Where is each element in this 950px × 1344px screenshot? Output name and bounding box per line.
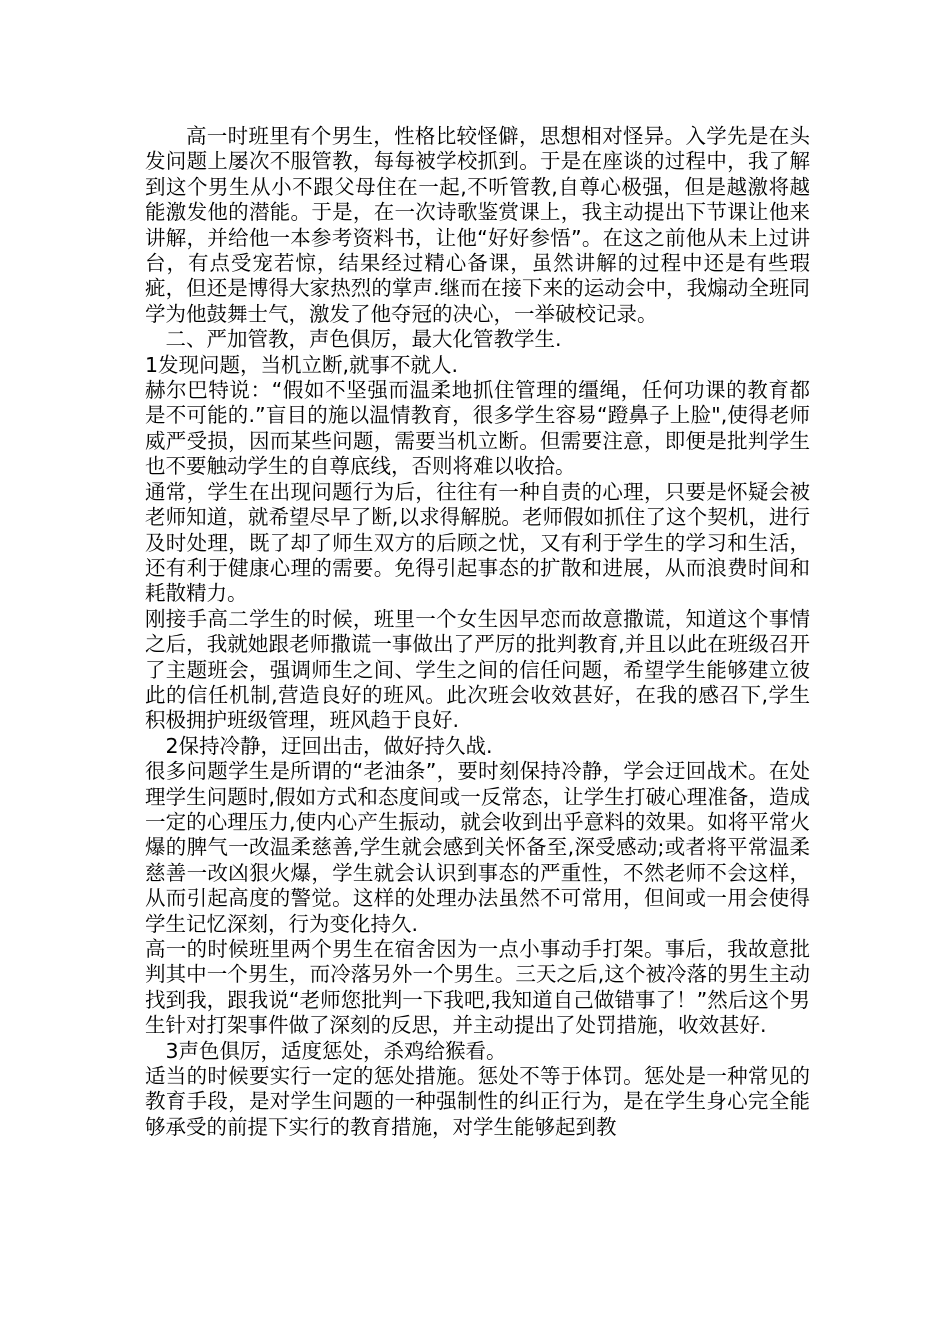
document-body bbox=[145, 124, 810, 1140]
paragraph-class-meeting-story: 刚接手高二学生的时候，班里一个女生因早恋而故意撒谎，知道这个事情之后，我就她跟老师撒谎一事做出了严厉的批判教育,并且以此在班级召开了主题班会，强调师生之间、学生之间的信任问题，希望学生能够建立彼此的信任机制,营造良好的班风。此次班会收效甚好，在我的感召下,学生积极拥护班级管理，班风趋于良好. bbox=[145, 606, 810, 733]
section-heading-2: 二、严加管教，声色俱厉，最大化管教学生. bbox=[165, 327, 562, 352]
paragraph-intro-story: 高一时班里有个男生，性格比较怪僻，思想相对怪异。入学先是在头发问题上屡次不服管教，每每被学校抓到。于是在座谈的过程中，我了解到这个男生从小不跟父母住在一起,不听管教,自尊心极强，但是越激将越能激发他的潜能。于是，在一次诗歌鉴赏课上，我主动提出下节课让他来讲解，并给他一本参考资料书，让他“好好参悟”。在这之前他从未上过讲台，有点受宠若惊，结果经过精心备课，虽然讲解的过程中还是有些瑕疵，但还是博得大家热烈的掌声.继而在接下来的运动会中，我煽动全班同学为他鼓舞士气，激发了他夺冠的决心，一举破校记录。 bbox=[145, 124, 810, 326]
subheading-3: 3声色俱厉，适度惩处，杀鸡给猴看。 bbox=[165, 1038, 507, 1063]
subheading-1: 1发现问题，当机立断,就事不就人. bbox=[145, 352, 459, 377]
paragraph-stay-calm: 很多问题学生是所谓的“老油条”，要时刻保持冷静，学会迂回战术。在处理学生问题时,假如方式和态度间或一反常态，让学生打破心理准备，造成一定的心理压力,使内心产生振动，就会收到出乎意料的效果。如将平常火爆的脾气一改温柔慈善,学生就会感到关怀备至,深受感动;或者将平常温柔慈善一改凶狠火爆，学生就会认识到事态的严重性，不然老师不会这样，从而引起高度的警觉。这样的处理办法虽然不可常用，但间或一用会使得学生记忆深刻，行为变化持久. bbox=[145, 759, 810, 936]
paragraph-herbart-quote: 赫尔巴特说：“假如不坚强而温柔地抓住管理的缰绳，任何功课的教育都是不可能的.”盲目的施以温情教育，很多学生容易“蹬鼻子上脸",使得老师威严受损，因而某些问题，需要当机立断。但需要注意，即便是批判学生也不要触动学生的自尊底线，否则将难以收拾。 bbox=[145, 378, 810, 479]
paragraph-fight-story: 高一的时候班里两个男生在宿舍因为一点小事动手打架。事后，我故意批判其中一个男生，而冷落另外一个男生。三天之后,这个被冷落的男生主动找到我，跟我说“老师您批判一下我吧,我知道自己做错事了！”然后这个男生针对打架事件做了深刻的反思，并主动提出了处罚措施，收效甚好. bbox=[145, 937, 810, 1038]
subheading-2: 2保持冷静，迂回出击，做好持久战. bbox=[165, 733, 493, 758]
paragraph-student-psychology: 通常，学生在出现问题行为后，往往有一种自责的心理，只要是怀疑会被老师知道，就希望尽早了断,以求得解脱。老师假如抓住了这个契机，进行及时处理，既了却了师生双方的后顾之忧，又有利于学生的学习和生活，还有利于健康心理的需要。免得引起事态的扩散和进展，从而浪费时间和耗散精力。 bbox=[145, 479, 810, 606]
paragraph-punishment: 适当的时候要实行一定的惩处措施。惩处不等于体罚。惩处是一种常见的教育手段，是对学生问题的一种强制性的纠正行为，是在学生身心完全能够承受的前提下实行的教育措施，对学生能够起到教 bbox=[145, 1064, 810, 1139]
